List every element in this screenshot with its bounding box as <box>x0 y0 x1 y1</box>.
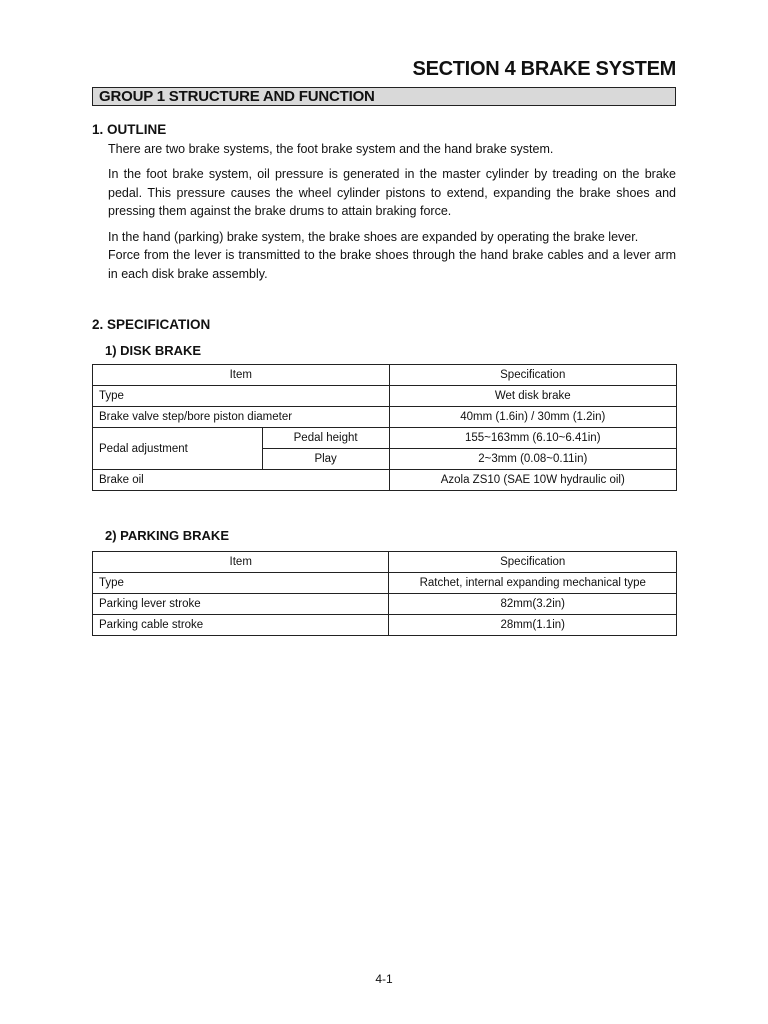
row-spec: Ratchet, internal expanding mechanical type <box>389 573 677 594</box>
row-play-label: Play <box>262 449 389 470</box>
specification-heading: 2. SPECIFICATION <box>92 317 211 332</box>
row-item: Parking cable stroke <box>93 615 389 636</box>
table-header-row <box>93 365 677 386</box>
parking-brake-heading: 2) PARKING BRAKE <box>105 528 229 543</box>
table-row <box>93 407 677 428</box>
outline-heading: 1. OUTLINE <box>92 122 167 137</box>
row-item: Parking lever stroke <box>93 594 389 615</box>
outline-paragraph-1: There are two brake systems, the foot brake system and the hand brake system. <box>108 142 554 156</box>
outline-paragraph-3: In the hand (parking) brake system, the brake shoes are expanded by operating the brake lever. <box>108 230 639 244</box>
row-pedal-height-value: 155~163mm (6.10~6.41in) <box>389 428 676 449</box>
row-pedal-adjustment-label: Pedal adjustment <box>93 428 263 470</box>
section-title: SECTION 4 BRAKE SYSTEM <box>412 58 676 80</box>
row-item: Type <box>93 573 389 594</box>
row-pedal-height-label: Pedal height <box>262 428 389 449</box>
row-spec: 82mm(3.2in) <box>389 594 677 615</box>
table-row <box>93 428 677 449</box>
table-row <box>93 573 677 594</box>
table-row <box>93 594 677 615</box>
row-spec: 28mm(1.1in) <box>389 615 677 636</box>
table-header-row <box>93 552 677 573</box>
header-specification: Specification <box>389 365 676 386</box>
page-number: 4-1 <box>375 972 393 986</box>
group-title-bar <box>92 87 676 106</box>
table-row <box>93 470 677 491</box>
group-title: GROUP 1 STRUCTURE AND FUNCTION <box>99 88 375 105</box>
table-row <box>93 386 677 407</box>
disk-brake-heading: 1) DISK BRAKE <box>105 343 202 358</box>
outline-paragraph-4: Force from the lever is transmitted to the brake shoes through the hand brake cables and a lever arm in each disk brake assembly. <box>108 248 676 281</box>
row-type-label: Type <box>93 386 390 407</box>
parking-brake-table <box>92 551 677 636</box>
header-specification: Specification <box>389 552 677 573</box>
row-type-value: Wet disk brake <box>389 386 676 407</box>
table-row <box>93 615 677 636</box>
row-valve-label: Brake valve step/bore piston diameter <box>93 407 390 428</box>
row-brake-oil-label: Brake oil <box>93 470 390 491</box>
header-item: Item <box>93 365 390 386</box>
row-brake-oil-value: Azola ZS10 (SAE 10W hydraulic oil) <box>389 470 676 491</box>
disk-brake-table <box>92 364 677 491</box>
header-item: Item <box>93 552 389 573</box>
row-valve-value: 40mm (1.6in) / 30mm (1.2in) <box>389 407 676 428</box>
outline-paragraph-2: In the foot brake system, oil pressure is generated in the master cylinder by treading on the brake pedal. This pressure causes the wheel cylinder pistons to extend, expanding the brake shoes and pressing them against the brake drums to attain braking force. <box>108 167 676 218</box>
row-play-value: 2~3mm (0.08~0.11in) <box>389 449 676 470</box>
